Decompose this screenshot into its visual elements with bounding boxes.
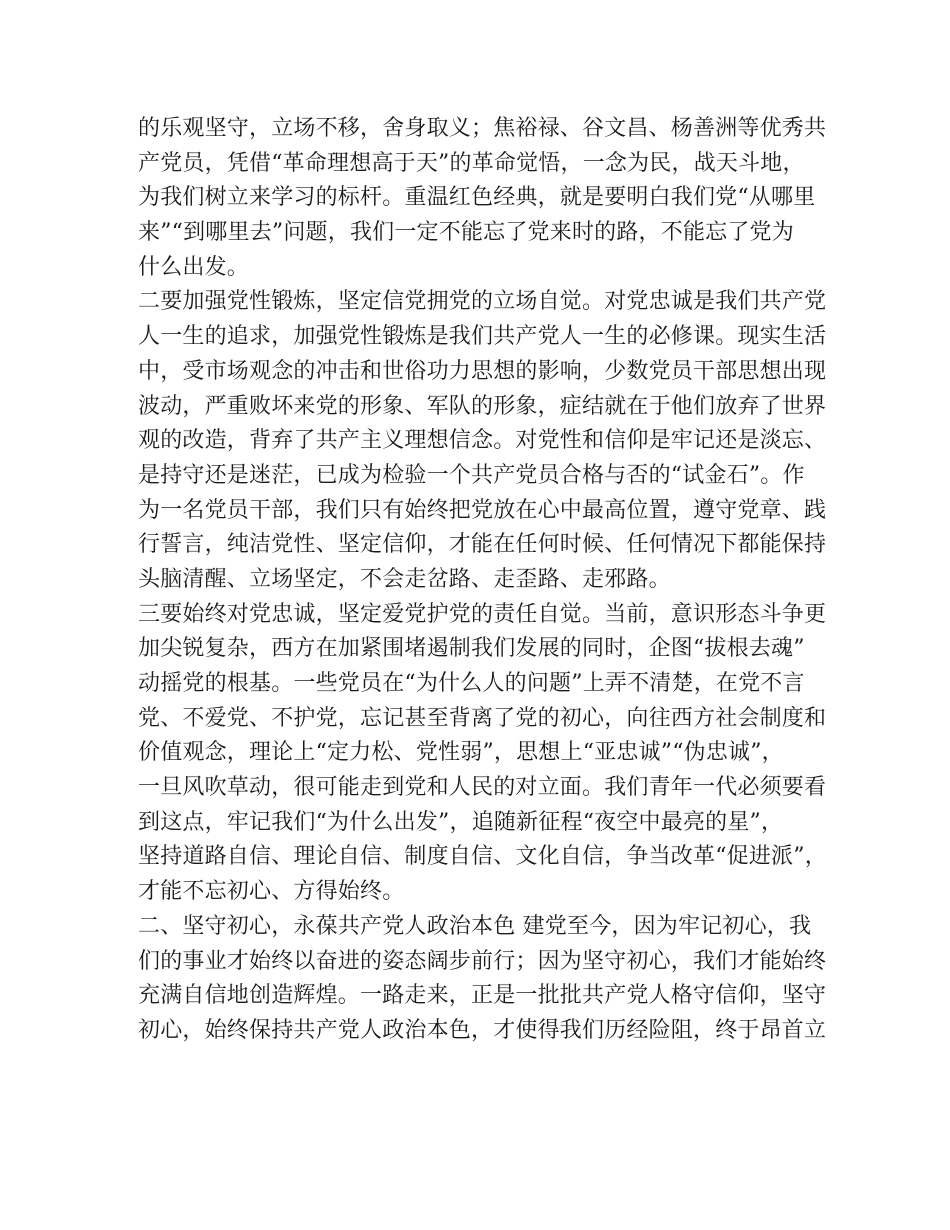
text-line: 二要加强党性锻炼，坚定信党拥党的立场自觉。对党忠诚是我们共产党 bbox=[138, 289, 827, 315]
text-line: 二、坚守初心，永葆共产党人政治本色 建党至今，因为牢记初心，我 bbox=[138, 913, 812, 939]
text-line: 三要始终对党忠诚，坚定爱党护党的责任自觉。当前，意识形态斗争更 bbox=[138, 601, 827, 627]
text-line: 观的改造，背弃了共产主义理想信念。对党性和信仰是牢记还是淡忘、 bbox=[138, 428, 827, 454]
text-line: 动摇党的根基。一些党员在“为什么人的问题”上弄不清楚，在党不言 bbox=[138, 671, 805, 696]
text-line: 来”“到哪里去”问题，我们一定不能忘了党来时的路，不能忘了党为 bbox=[138, 220, 794, 246]
text-line: 们的事业才始终以奋进的姿态阔步前行；因为坚守初心，我们才能始终 bbox=[138, 948, 827, 974]
text-line: 为我们树立来学习的标杆。重温红色经典，就是要明白我们党“从哪里 bbox=[138, 185, 816, 211]
text-line: 波动，严重败坏来党的形象、军队的形象，症结就在于他们放弃了世界 bbox=[138, 393, 827, 419]
text-line: 人一生的追求，加强党性锻炼是我们共产党人一生的必修课。现实生活 bbox=[138, 324, 827, 350]
text-line: 坚持道路自信、理论自信、制度自信、文化自信，争当改革“促进派”， bbox=[138, 844, 827, 870]
text-line: 充满自信地创造辉煌。一路走来，正是一批批共产党人格守信仰，坚守 bbox=[138, 983, 827, 1009]
text-line: 头脑清醒、立场坚定，不会走岔路、走歪路、走邪路。 bbox=[138, 566, 671, 592]
text-line: 是持守还是迷茫，已成为检验一个共产党员合格与否的“试金石”。作 bbox=[138, 462, 805, 488]
text-line: 的乐观坚守，立场不移，舍身取义；焦裕禄、谷文昌、杨善洲等优秀共 bbox=[138, 116, 827, 141]
text-line: 一旦风吹草动，很可能走到党和人民的对立面。我们青年一代必须要看 bbox=[138, 775, 827, 801]
text-line: 什么出发。 bbox=[138, 254, 250, 280]
text-line: 为一名党员干部，我们只有始终把党放在心中最高位置，遵守党章、践 bbox=[138, 497, 827, 523]
text-line: 中，受市场观念的冲击和世俗功力思想的影响，少数党员干部思想出现 bbox=[138, 358, 827, 384]
text-line: 党、不爱党、不护党，忘记甚至背离了党的初心，向往西方社会制度和 bbox=[138, 705, 827, 731]
text-line: 才能不忘初心、方得始终。 bbox=[138, 879, 405, 905]
text-line: 加尖锐复杂，西方在加紧围堵遏制我们发展的同时，企图“拔根去魂” bbox=[138, 636, 805, 662]
text-line: 到这点，牢记我们“为什么出发”，追随新征程“夜空中最亮的星”， bbox=[138, 809, 784, 835]
document-body bbox=[138, 112, 828, 1049]
text-line: 初心，始终保持共产党人政治本色，才使得我们历经险阻，终于昂首立 bbox=[138, 1017, 827, 1043]
text-line: 价值观念，理论上“定力松、党性弱”，思想上“亚忠诚”“伪忠诚”， bbox=[138, 740, 784, 766]
text-line: 行誓言，纯洁党性、坚定信仰，才能在任何时候、任何情况下都能保持 bbox=[138, 532, 827, 558]
text-line: 产党员，凭借“革命理想高于天”的革命觉悟，一念为民，战天斗地， bbox=[138, 150, 805, 176]
